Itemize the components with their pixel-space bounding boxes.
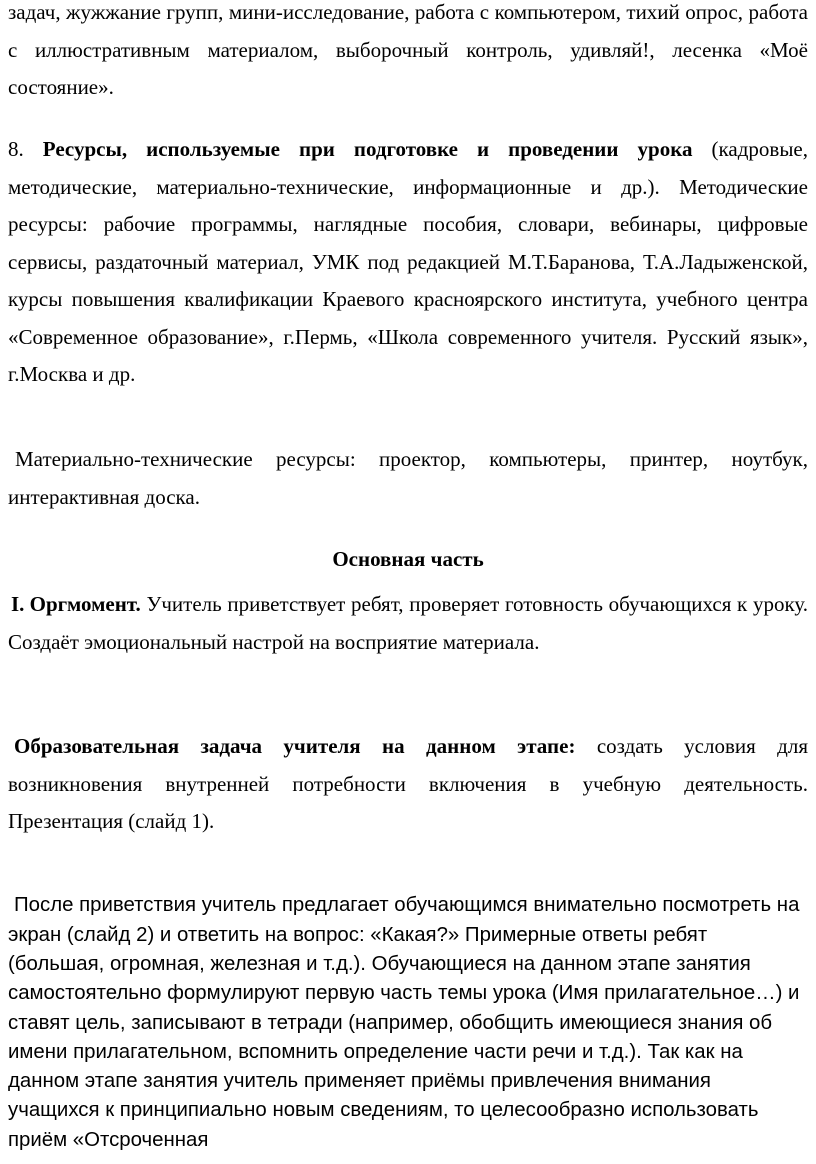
educational-task-title: Образовательная задача учителя на данном этапе: xyxy=(14,734,576,758)
methods-list-paragraph: задач, жужжание групп, мини-исследование, работа с компьютером, тихий опрос, работа с иллюстративным материалом, выборочный контроль, удивляй!, лесенка «Моё состояние». xyxy=(8,0,808,99)
resources-section-number: 8. xyxy=(8,137,43,161)
orgmoment-title: I. Оргмомент. xyxy=(11,592,141,616)
resources-section-text: (кадровые, методические, материально-технические, информационные и др.). Методические ресурсы: рабочие программы, наглядные пособия, словари, вебинары, цифровые сервисы, раздаточный материал, УМК под редакцией М.Т.Баранова, Т.А.Ладыженской, курсы повышения квалификации Краевого красноярского института, учебного центра «Современное образование», г.Пермь, «Школа современного учителя. Русский язык», г.Москва и др. xyxy=(8,137,809,386)
resources-paragraph xyxy=(8,131,808,394)
section-heading: Основная часть xyxy=(332,547,484,571)
teacher-activity-paragraph: После приветствия учитель предлагает обучающимся внимательно посмотреть на экран (слайд 2) и ответить на вопрос: «Какая?» Примерные ответы ребят (большая, огромная, железная и т.д.). Обучающиеся на данном этапе занятия самостоятельно формулируют первую часть темы урока (Имя прилагательное…) и ставят цель, записывают в тетради (например, обобщить имеющиеся знания об имени прилагательном, вспомнить определение части речи и т.д.). Так как на данном этапе занятия учитель применяет приёмы привлечения внимания учащихся к принципиально новым сведениям, то целесообразно использовать приём «Отсроченная xyxy=(8,894,800,1151)
technical-resources-paragraph: Материально-технические ресурсы: проектор, компьютеры, принтер, ноутбук, интерактивная доска. xyxy=(8,447,808,509)
orgmoment-text: Учитель приветствует ребят, проверяет готовность обучающихся к уроку. Создаёт эмоциональный настрой на восприятие материала. xyxy=(8,592,808,654)
orgmoment-paragraph xyxy=(8,586,808,661)
educational-task-text: создать условия для возникновения внутренней потребности включения в учебную деятельность. Презентация (слайд 1). xyxy=(8,734,808,833)
educational-task-paragraph xyxy=(8,728,808,841)
resources-section-title: Ресурсы, используемые при подготовке и проведении урока xyxy=(42,137,693,161)
